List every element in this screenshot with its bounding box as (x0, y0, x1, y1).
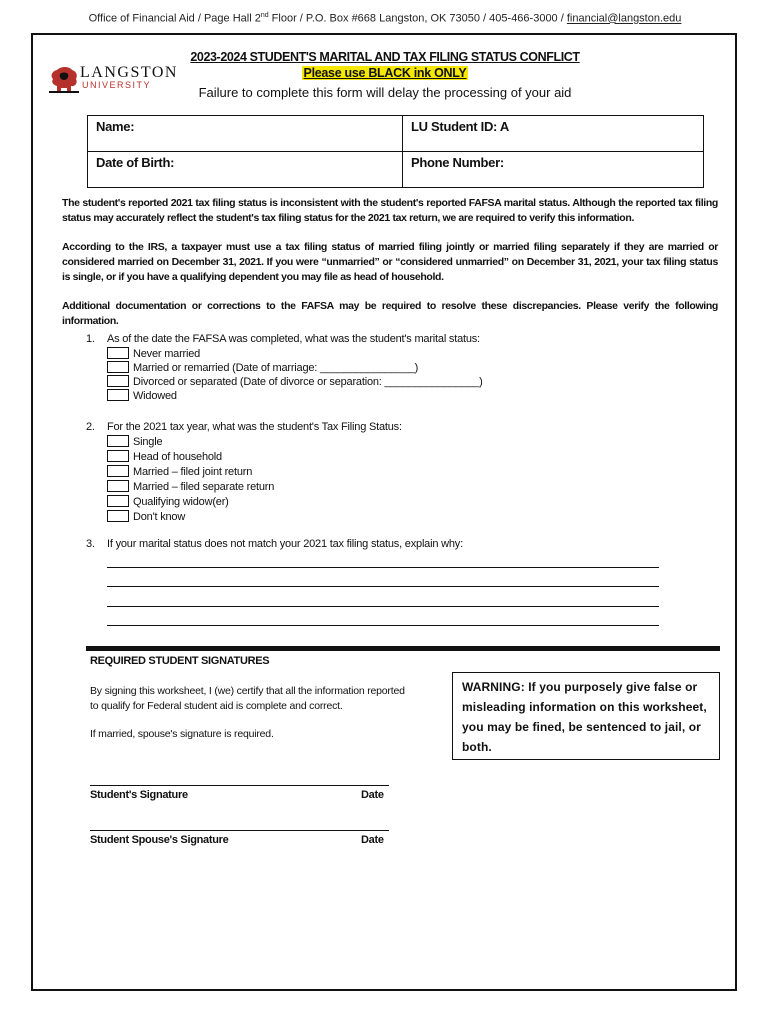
warning-box: WARNING: If you purposely give false or misleading information on this worksheet, you may be fined, be sentenced to jail, or both. (452, 672, 720, 760)
q1-number: 1. (86, 333, 95, 345)
explanation-line[interactable] (107, 586, 659, 587)
checkbox[interactable] (107, 480, 129, 492)
checkbox[interactable] (107, 510, 129, 522)
name-field[interactable]: Name: (88, 116, 403, 152)
lion-logo-icon (47, 62, 81, 96)
checkbox[interactable] (107, 495, 129, 507)
spouse-date-label: Date (361, 834, 384, 846)
checkbox[interactable] (107, 347, 129, 359)
spouse-signature-line[interactable] (90, 830, 389, 831)
q2-number: 2. (86, 421, 95, 433)
spouse-signature-label: Student Spouse's Signature (90, 834, 229, 846)
q2-option[interactable]: Don't know (107, 510, 185, 524)
q2-option[interactable]: Married – filed separate return (107, 480, 274, 494)
q2-option[interactable]: Single (107, 435, 162, 449)
student-signature-label: Student's Signature (90, 789, 188, 801)
student-id-field[interactable]: LU Student ID: A (403, 116, 704, 152)
logo-wordmark: LANGSTON (80, 64, 178, 81)
checkbox[interactable] (107, 375, 129, 387)
q1-text: As of the date the FAFSA was completed, what was the student's marital status: (107, 333, 480, 345)
intro-paragraph: The student's reported 2021 tax filing status is inconsistent with the student's reported FAFSA marital status. Although the reported tax filing status may accurately reflect the student's tax filing status for the 2021 tax return, we are required to verify this information. (62, 197, 718, 224)
section-divider (86, 646, 720, 651)
dob-field[interactable]: Date of Birth: (88, 152, 403, 188)
phone-field[interactable]: Phone Number: (403, 152, 704, 188)
student-signature-line[interactable] (90, 785, 389, 786)
spouse-note: If married, spouse's signature is required. (90, 728, 274, 740)
student-info-table (87, 115, 704, 188)
processing-warning: Failure to complete this form will delay the processing of your aid (198, 85, 572, 100)
certification-text: By signing this worksheet, I (we) certify that all the information reported to qualify for Federal student aid is complete and correct. (90, 685, 405, 712)
q2-option[interactable]: Married – filed joint return (107, 465, 252, 479)
form-title: 2023-2024 STUDENT'S MARITAL AND TAX FILING STATUS CONFLICT (190, 50, 580, 64)
q2-text: For the 2021 tax year, what was the student's Tax Filing Status: (107, 421, 402, 433)
q1-option[interactable]: Widowed (107, 389, 177, 403)
checkbox[interactable] (107, 465, 129, 477)
office-contact-header: Office of Financial Aid / Page Hall 2nd Floor / P.O. Box #668 Langston, OK 73050 / 405-466-3000 / financial@langston.edu (88, 12, 682, 25)
explanation-line[interactable] (107, 567, 659, 568)
q3-text: If your marital status does not match your 2021 tax filing status, explain why: (107, 538, 463, 550)
documentation-paragraph: Additional documentation or corrections to the FAFSA may be required to resolve these discrepancies. Please verify the following information. (62, 300, 718, 327)
q1-option[interactable]: Divorced or separated (Date of divorce or separation: ________________) (107, 375, 483, 389)
checkbox[interactable] (107, 389, 129, 401)
irs-paragraph: According to the IRS, a taxpayer must use a tax filing status of married filing jointly or married filing separately if they are married or considered married on December 31, 2021. If you were “unmarried” or “considered unmarried” on December 31, 2021, your tax filing status is single, or if you have a qualifying dependent you may file as head of household. (62, 241, 718, 283)
q2-option[interactable]: Head of household (107, 450, 222, 464)
ink-notice: Please use BLACK ink ONLY (303, 66, 467, 80)
logo-subtitle: UNIVERSITY (82, 80, 152, 90)
checkbox[interactable] (107, 435, 129, 447)
header-superscript: nd (260, 12, 269, 19)
checkbox[interactable] (107, 450, 129, 462)
q2-option[interactable]: Qualifying widow(er) (107, 495, 229, 509)
checkbox[interactable] (107, 361, 129, 373)
email-link[interactable]: financial@langston.edu (566, 12, 682, 25)
q1-option[interactable]: Never married (107, 347, 200, 361)
signatures-heading: REQUIRED STUDENT SIGNATURES (90, 655, 270, 667)
explanation-line[interactable] (107, 625, 659, 626)
explanation-line[interactable] (107, 606, 659, 607)
q1-option[interactable]: Married or remarried (Date of marriage: ________________) (107, 361, 418, 375)
student-date-label: Date (361, 789, 384, 801)
q3-number: 3. (86, 538, 95, 550)
